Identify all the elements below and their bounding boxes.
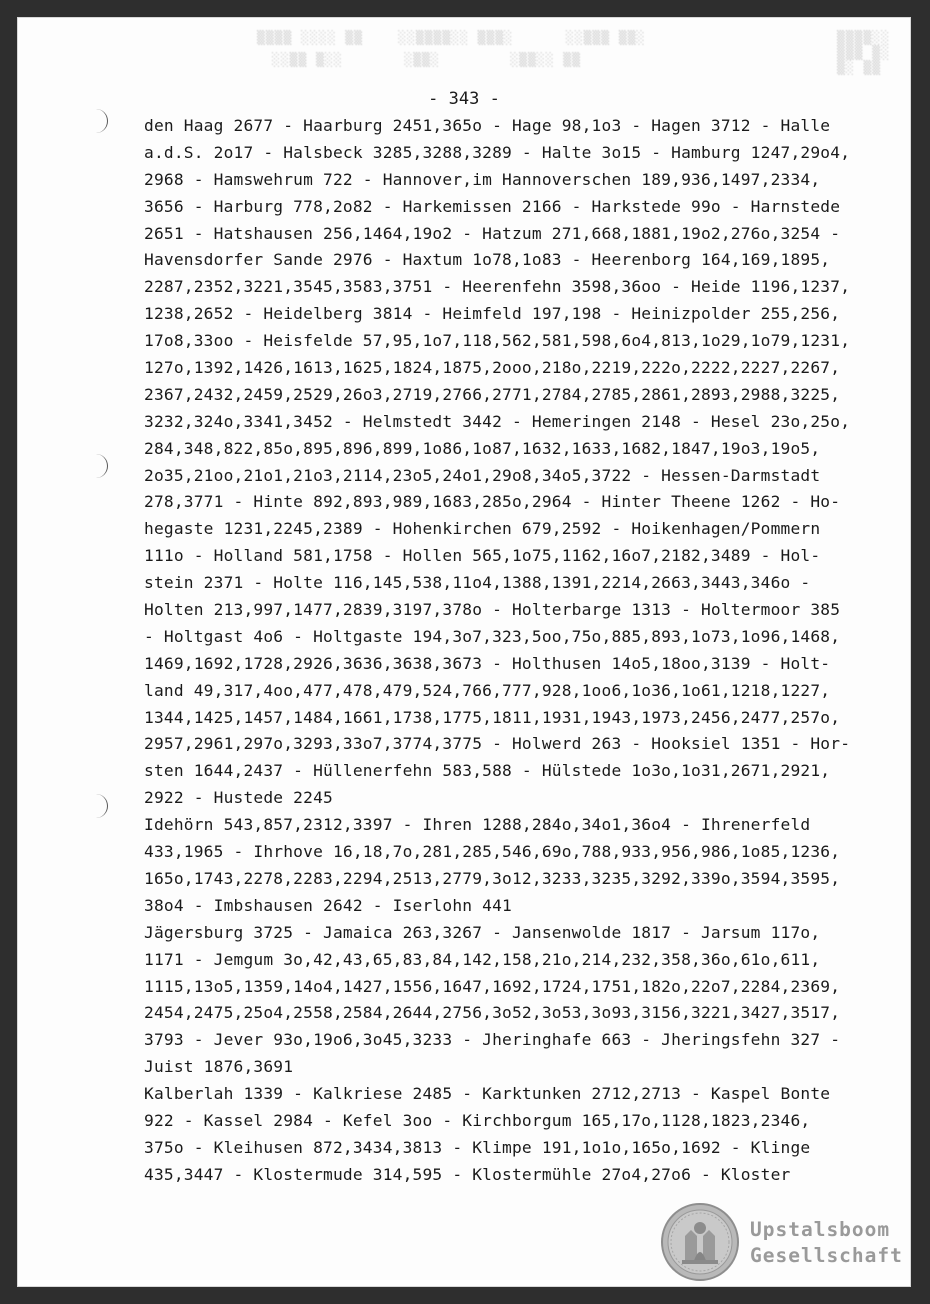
index-line: 2957,2961,297o,3293,33o7,3774,3775 - Holwerd 263 - Hooksiel 1351 - Hor- bbox=[144, 734, 851, 754]
punch-hole-mark bbox=[93, 794, 108, 818]
index-line: Kalberlah 1339 - Kalkriese 2485 - Karktunken 2712,2713 - Kaspel Bonte bbox=[144, 1084, 831, 1104]
index-line: 2367,2432,2459,2529,26o3,2719,2766,2771,2784,2785,2861,2893,2988,3225, bbox=[144, 384, 841, 404]
bleed-through-noise: ▒▒▒▒ ░░░░ ▒▒ ░░▒▒▒▒░░ ▒▒▒░ ░░▒▒▒ ▒▒░ bbox=[257, 31, 646, 46]
publisher-logo-text bbox=[750, 1217, 903, 1269]
index-line: Havensdorfer Sande 2976 - Haxtum 1o78,1o83 - Heerenborg 164,169,1895, bbox=[144, 250, 831, 270]
bleed-through-noise: ▒▒▒▒░░ ▒▒▒ ▒░ ▒░ ▒▒ bbox=[837, 31, 890, 76]
index-text-block bbox=[144, 113, 884, 1189]
index-line: 278,3771 - Hinte 892,893,989,1683,285o,2964 - Hinter Theene 1262 - Ho- bbox=[144, 492, 841, 512]
index-line: 127o,1392,1426,1613,1625,1824,1875,2ooo,218o,2219,222o,2222,2227,2267, bbox=[144, 358, 841, 378]
punch-hole-mark bbox=[93, 454, 108, 478]
index-line: Idehörn 543,857,2312,3397 - Ihren 1288,284o,34o1,36o4 - Ihrenerfeld bbox=[144, 815, 811, 835]
index-line: 165o,1743,2278,2283,2294,2513,2779,3o12,3233,3235,3292,339o,3594,3595, bbox=[144, 868, 841, 888]
index-line: 3793 - Jever 93o,19o6,3o45,3233 - Jheringhafe 663 - Jheringsfehn 327 - bbox=[144, 1030, 841, 1050]
index-line: 375o - Kleihusen 872,3434,3813 - Klimpe 191,1o1o,165o,1692 - Klinge bbox=[144, 1137, 811, 1157]
index-line: stein 2371 - Holte 116,145,538,11o4,1388,1391,2214,2663,3443,346o - bbox=[144, 573, 811, 593]
index-line: 1115,13o5,1359,14o4,1427,1556,1647,1692,1724,1751,182o,22o7,2284,2369, bbox=[144, 976, 841, 996]
page-number: - 343 - bbox=[428, 89, 500, 109]
logo-line-2: Gesellschaft bbox=[750, 1244, 903, 1267]
index-line: sten 1644,2437 - Hüllenerfehn 583,588 - Hülstede 1o3o,1o31,2671,2921, bbox=[144, 761, 831, 781]
index-line: 17o8,33oo - Heisfelde 57,95,1o7,118,562,581,598,6o4,813,1o29,1o79,1231, bbox=[144, 331, 851, 351]
index-line: 2454,2475,25o4,2558,2584,2644,2756,3o52,3o53,3o93,3156,3221,3427,3517, bbox=[144, 1003, 841, 1023]
index-line: 1469,1692,1728,2926,3636,3638,3673 - Holthusen 14o5,18oo,3139 - Holt- bbox=[144, 653, 831, 673]
bleed-through-noise: ░░▒▒ ▒░░ ░▒▒░ ░▒▒░░ ▒▒ bbox=[272, 53, 581, 68]
index-line: 435,3447 - Klostermude 314,595 - Klostermühle 27o4,27o6 - Kloster bbox=[144, 1164, 791, 1184]
logo-line-1: Upstalsboom bbox=[750, 1218, 891, 1241]
index-line: 2968 - Hamswehrum 722 - Hannover,im Hannoverschen 189,936,1497,2334, bbox=[144, 169, 821, 189]
index-line: hegaste 1231,2245,2389 - Hohenkirchen 679,2592 - Hoikenhagen/Pommern bbox=[144, 519, 821, 539]
index-line: 2651 - Hatshausen 256,1464,19o2 - Hatzum 271,668,1881,19o2,276o,3254 - bbox=[144, 223, 841, 243]
index-line: 111o - Holland 581,1758 - Hollen 565,1o75,1162,16o7,2182,3489 - Hol- bbox=[144, 546, 821, 566]
index-line: a.d.S. 2o17 - Halsbeck 3285,3288,3289 - Halte 3o15 - Hamburg 1247,29o4, bbox=[144, 142, 851, 162]
index-line: Jägersburg 3725 - Jamaica 263,3267 - Jansenwolde 1817 - Jarsum 117o, bbox=[144, 922, 821, 942]
index-line: - Holtgast 4o6 - Holtgaste 194,3o7,323,5oo,75o,885,893,1o73,1o96,1468, bbox=[144, 626, 841, 646]
index-line: 3656 - Harburg 778,2o82 - Harkemissen 2166 - Harkstede 99o - Harnstede bbox=[144, 196, 841, 216]
index-line: 2287,2352,3221,3545,3583,3751 - Heerenfehn 3598,36oo - Heide 1196,1237, bbox=[144, 277, 851, 297]
index-line: 2922 - Hustede 2245 bbox=[144, 788, 333, 808]
index-line: 1344,1425,1457,1484,1661,1738,1775,1811,1931,1943,1973,2456,2477,257o, bbox=[144, 707, 841, 727]
document-page bbox=[17, 17, 911, 1287]
index-line: Holten 213,997,1477,2839,3197,378o - Holterbarge 1313 - Holtermoor 385 bbox=[144, 600, 841, 620]
index-line: land 49,317,4oo,477,478,479,524,766,777,928,1oo6,1o36,1o61,1218,1227, bbox=[144, 680, 831, 700]
index-line: 38o4 - Imbshausen 2642 - Iserlohn 441 bbox=[144, 895, 512, 915]
index-line: 2o35,21oo,21o1,21o3,2114,23o5,24o1,29o8,34o5,3722 - Hessen-Darmstadt bbox=[144, 465, 821, 485]
index-line: 922 - Kassel 2984 - Kefel 3oo - Kirchborgum 165,17o,1128,1823,2346, bbox=[144, 1110, 811, 1130]
index-line: 1171 - Jemgum 3o,42,43,65,83,84,142,158,21o,214,232,358,36o,61o,611, bbox=[144, 949, 821, 969]
index-line: den Haag 2677 - Haarburg 2451,365o - Hage 98,1o3 - Hagen 3712 - Halle bbox=[144, 116, 831, 135]
index-line: 1238,2652 - Heidelberg 3814 - Heimfeld 197,198 - Heinizpolder 255,256, bbox=[144, 304, 841, 324]
index-line: 284,348,822,85o,895,896,899,1o86,1o87,1632,1633,1682,1847,19o3,19o5, bbox=[144, 438, 821, 458]
index-line: Juist 1876,3691 bbox=[144, 1057, 294, 1077]
index-line: 433,1965 - Ihrhove 16,18,7o,281,285,546,69o,788,933,956,986,1o85,1236, bbox=[144, 842, 841, 862]
seal-icon bbox=[660, 1202, 740, 1282]
index-line: 3232,324o,3341,3452 - Helmstedt 3442 - Hemeringen 2148 - Hesel 23o,25o, bbox=[144, 411, 851, 431]
punch-hole-mark bbox=[93, 109, 108, 133]
